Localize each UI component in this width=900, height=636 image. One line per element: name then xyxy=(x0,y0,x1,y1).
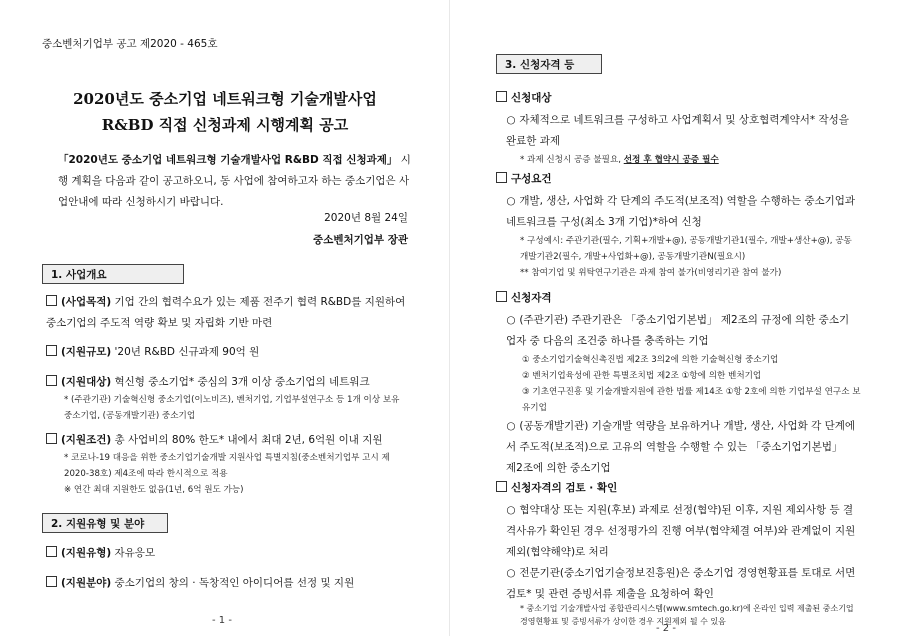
purpose-item xyxy=(46,292,416,334)
heading-target xyxy=(496,88,552,109)
circle-bullet-icon: ○ xyxy=(506,504,516,516)
qualification-bullet-2-text: (공동개발기관) 기술개발 역량을 보유하거나 개발, 생산, 사업화 각 단계에서 주도적(보조적)으로 고유의 역할을 수행할 수 있는 「중소기업기본법」 제2조에 의한 중소기업 xyxy=(506,420,856,474)
requirement-bullet xyxy=(506,191,856,233)
purpose-label: (사업목적) xyxy=(61,296,112,308)
circle-bullet-icon: ○ xyxy=(506,420,516,432)
requirement-note-2: ** 참여기업 및 위탁연구기관은 과제 참여 불가(비영리기관 참여 불가) xyxy=(520,268,782,278)
checkbox-square-icon xyxy=(496,91,507,102)
notice-number: 중소벤처기업부 공고 제2020 - 465호 xyxy=(42,38,218,50)
target-item xyxy=(46,372,416,393)
review-note: * 중소기업 기술개발사업 종합관리시스템(www.smtech.go.kr)에 온라인 입력 제출된 중소기업 경영현황표 및 증빙서류가 상이한 경우 지원제외 될 수 있음 xyxy=(520,604,854,626)
intro-rest: 시행 계획을 다음과 같이 공고하오니, 동 사업에 참여하고자 하는 중소기업은 사업안내에 따라 신청하시기 바랍니다. xyxy=(58,154,411,208)
qualification-sub-3: ③ 기초연구진흥 및 기술개발지원에 관한 법률 제14조 ①항 2호에 의한 기업부설 연구소 보유기업 xyxy=(522,387,861,413)
title-line-1: 2020년도 중소기업 네트워크형 기술개발사업 xyxy=(73,90,377,108)
checkbox-square-icon xyxy=(496,172,507,183)
target-bullet xyxy=(506,110,856,152)
target-bullet-note xyxy=(520,152,860,168)
qualification-bullet-2 xyxy=(506,416,856,479)
heading-qualification xyxy=(496,288,552,309)
target-bullet-text: 자체적으로 네트워크를 구성하고 사업계획서 및 상호협력계약서* 작성을 완료한 과제 xyxy=(506,114,849,147)
circle-bullet-icon: ○ xyxy=(506,195,516,207)
checkbox-square-icon xyxy=(46,345,57,356)
checkbox-square-icon xyxy=(496,481,507,492)
section-3-header: 3. 신청자격 등 xyxy=(496,54,602,74)
field-label: (지원분야) xyxy=(61,577,112,589)
checkbox-square-icon xyxy=(496,291,507,302)
type-label: (지원유형) xyxy=(61,547,112,559)
condition-text: 총 사업비의 80% 한도* 내에서 최대 2년, 6억원 이내 지원 xyxy=(114,434,383,446)
condition-label: (지원조건) xyxy=(61,434,112,446)
review-bullet-1-text: 협약대상 또는 지원(후보) 과제로 선정(협약)된 이후, 지원 제외사항 등 결격사유가 확인된 경우 선정평가의 진행 여부(협약체결 여부)와 관계없이 지원제외(협약해약)로 처리 xyxy=(506,504,856,558)
intro-bold: 「2020년도 중소기업 네트워크형 기술개발사업 R&BD 직접 신청과제」 xyxy=(58,154,398,166)
scale-text: '20년 R&BD 신규과제 90억 원 xyxy=(114,346,260,358)
circle-bullet-icon: ○ xyxy=(506,114,516,126)
circle-bullet-icon: ○ xyxy=(506,314,516,326)
type-text: 자유응모 xyxy=(114,547,156,559)
scale-item xyxy=(46,342,416,363)
checkbox-square-icon xyxy=(46,295,57,306)
checkbox-square-icon xyxy=(46,433,57,444)
heading-qualification-label: 신청자격 xyxy=(511,292,552,304)
qualification-bullet-1-text: (주관기관) 주관기관은 「중소기업기본법」 제2조의 규정에 의한 중소기업자 중 다음의 조건중 하나를 충족하는 기업 xyxy=(506,314,850,347)
target-text: 혁신형 중소기업* 중심의 3개 이상 중소기업의 네트워크 xyxy=(114,376,370,388)
heading-requirement-label: 구성요건 xyxy=(511,173,552,185)
target-note: * (주관기관) 기술혁신형 중소기업(이노비즈), 벤처기업, 기업부설연구소 등 1개 이상 보유 중소기업, (공동개발기관) 중소기업 xyxy=(64,395,400,421)
heading-review-label: 신청자격의 검토 · 확인 xyxy=(511,482,618,494)
page-number-2: - 2 - xyxy=(656,623,676,634)
field-item xyxy=(46,573,416,594)
title-line-2: R&BD 직접 신청과제 시행계획 공고 xyxy=(101,116,349,134)
checkbox-square-icon xyxy=(46,375,57,386)
intro-paragraph xyxy=(58,150,418,213)
qualification-bullet-1 xyxy=(506,310,856,352)
review-bullet-2 xyxy=(506,563,856,605)
condition-item xyxy=(46,430,416,451)
section-2-header: 2. 지원유형 및 분야 xyxy=(42,513,168,533)
circle-bullet-icon: ○ xyxy=(506,567,516,579)
qualification-sub-2: ② 벤처기업육성에 관한 특별조치법 제2조 ①항에 의한 벤처기업 xyxy=(522,371,762,381)
heading-target-label: 신청대상 xyxy=(511,92,552,104)
field-text: 중소기업의 창의 · 독창적인 아이디어를 선정 및 지원 xyxy=(114,577,355,589)
review-bullet-1 xyxy=(506,500,856,563)
qualification-sub-1: ① 중소기업기술혁신촉진법 제2조 3의2에 의한 기술혁신형 중소기업 xyxy=(522,355,779,365)
page-number-1: - 1 - xyxy=(212,615,232,626)
condition-note-2: ※ 연간 최대 지원한도 없음(1년, 6억 원도 가능) xyxy=(64,485,244,495)
requirement-bullet-text: 개발, 생산, 사업화 각 단계의 주도적(보조적) 역할을 수행하는 중소기업과 네트워크를 구성(최소 3개 기업)*하여 신청 xyxy=(506,195,856,228)
heading-requirement xyxy=(496,169,552,190)
agency-name: 중소벤처기업부 장관 xyxy=(313,234,408,246)
purpose-text: 기업 간의 협력수요가 있는 제품 전주기 협력 R&BD를 지원하여 중소기업의 주도적 역량 확보 및 자립화 기반 마련 xyxy=(46,296,406,329)
target-note-underline: 선정 후 협약시 공증 필수 xyxy=(623,155,719,165)
type-item xyxy=(46,543,416,564)
checkbox-square-icon xyxy=(46,546,57,557)
condition-note-1: * 코로나-19 대응을 위한 중소기업기술개발 지원사업 특별지침(중소벤처기업부 고시 제2020-38호) 제4조에 따라 한시적으로 적용 xyxy=(64,453,390,479)
target-label: (지원대상) xyxy=(61,376,112,388)
review-bullet-2-text: 전문기관(중소기업기술정보진흥원)은 중소기업 경영현황표를 토대로 서면 검토* 및 관련 증빙서류 제출을 요청하여 확인 xyxy=(506,567,856,600)
section-1-header: 1. 사업개요 xyxy=(42,264,184,284)
requirement-note-1: * 구성예시: 주관기관(필수, 기획+개발+@), 공동개발기관1(필수, 개발+생산+@), 공동개발기관2(필수, 개발+사업화+@), 공동개발기관N(필요시) xyxy=(520,236,852,262)
target-note-pre: * 과제 신청시 공증 불필요, xyxy=(520,155,624,165)
notice-date: 2020년 8월 24일 xyxy=(324,212,408,224)
checkbox-square-icon xyxy=(46,576,57,587)
scale-label: (지원규모) xyxy=(61,346,112,358)
page-2 xyxy=(450,0,900,636)
heading-review xyxy=(496,478,617,499)
